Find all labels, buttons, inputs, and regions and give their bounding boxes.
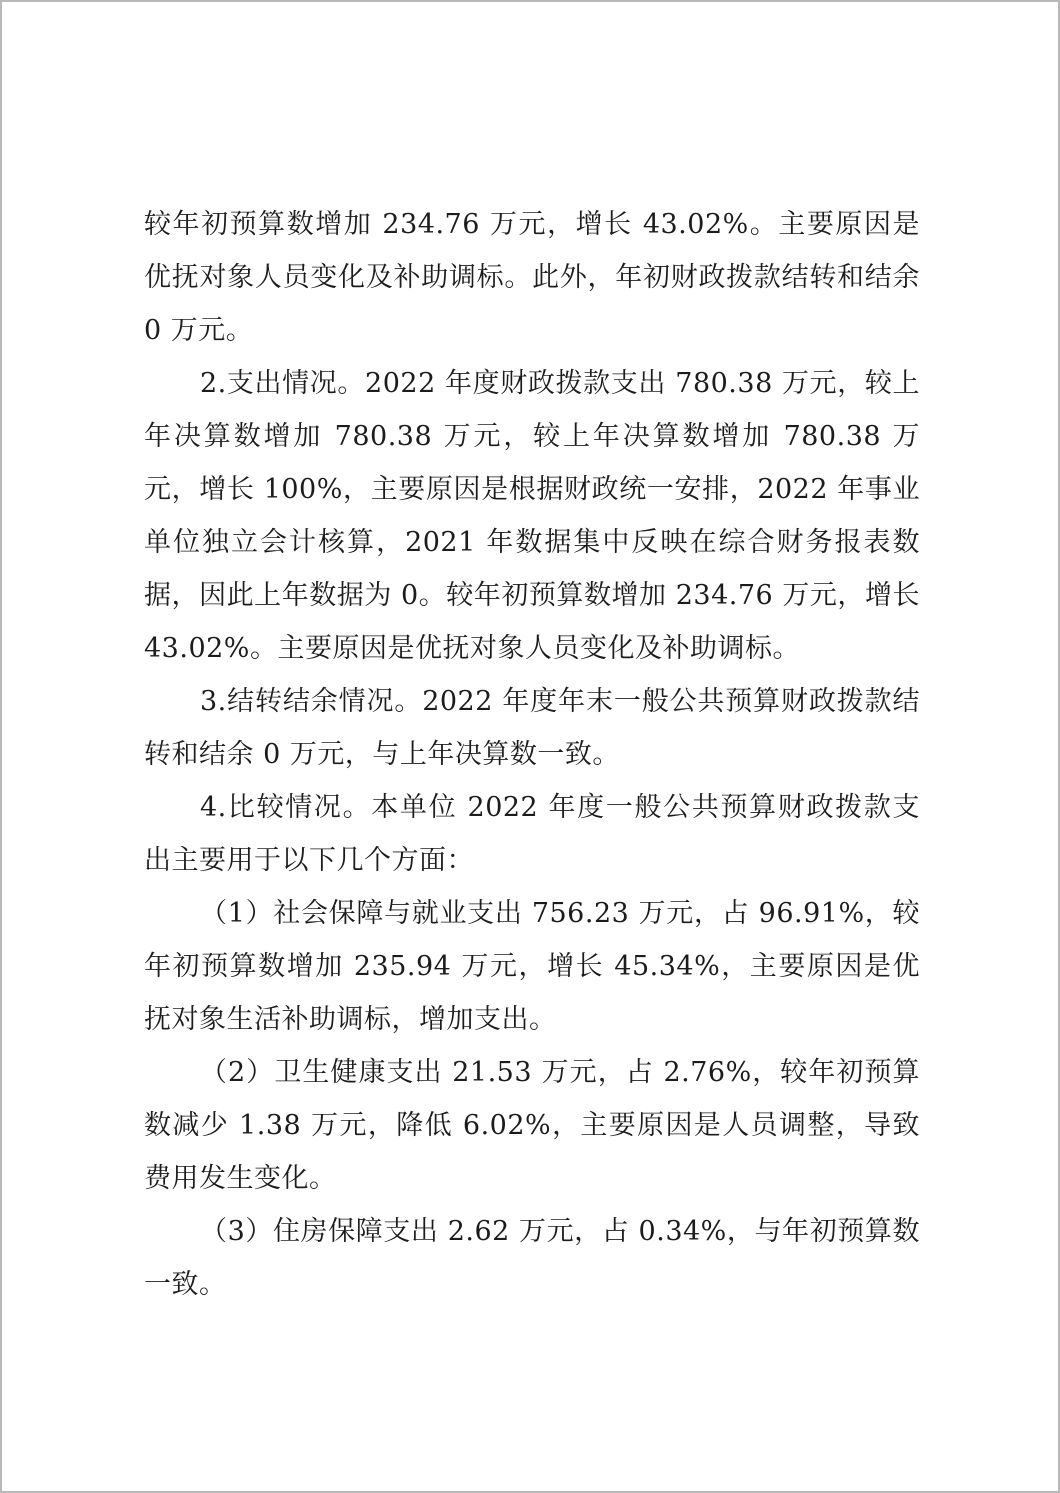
document-body: [144, 198, 920, 1311]
paragraph-housing: （3）住房保障支出 2.62 万元，占 0.34%，与年初预算数一致。: [144, 1216, 920, 1300]
paragraph-health: （2）卫生健康支出 21.53 万元，占 2.76%，较年初预算数减少 1.38 万元，降低 6.02%，主要原因是人员调整，导致费用发生变化。: [144, 1057, 920, 1194]
paragraph-carryover: 3.结转结余情况。2022 年度年末一般公共预算财政拨款结转和结余 0 万元，与上年决算数一致。: [144, 686, 920, 770]
paragraph-comparison: 4.比较情况。本单位 2022 年度一般公共预算财政拨款支出主要用于以下几个方面：: [144, 792, 920, 876]
paragraph-expenditure: 2.支出情况。2022 年度财政拨款支出 780.38 万元，较上年决算数增加 780.38 万元，较上年决算数增加 780.38 万元，增长 100%，主要原因是根据财政统一安排，2022 年事业单位独立会计核算，2021 年数据集中反映在综合财务报表数据，因此上年数据为 0。较年初预算数增加 234.76 万元，增长 43.02%。主要原因是优抚对象人员变化及补助调标。: [144, 368, 920, 664]
paragraph-social-security: （1）社会保障与就业支出 756.23 万元，占 96.91%，较年初预算数增加 235.94 万元，增长 45.34%，主要原因是优抚对象生活补助调标，增加支出。: [144, 898, 920, 1035]
paragraph-budget-increase: 较年初预算数增加 234.76 万元，增长 43.02%。主要原因是优抚对象人员变化及补助调标。此外，年初财政拨款结转和结余 0 万元。: [144, 209, 920, 346]
